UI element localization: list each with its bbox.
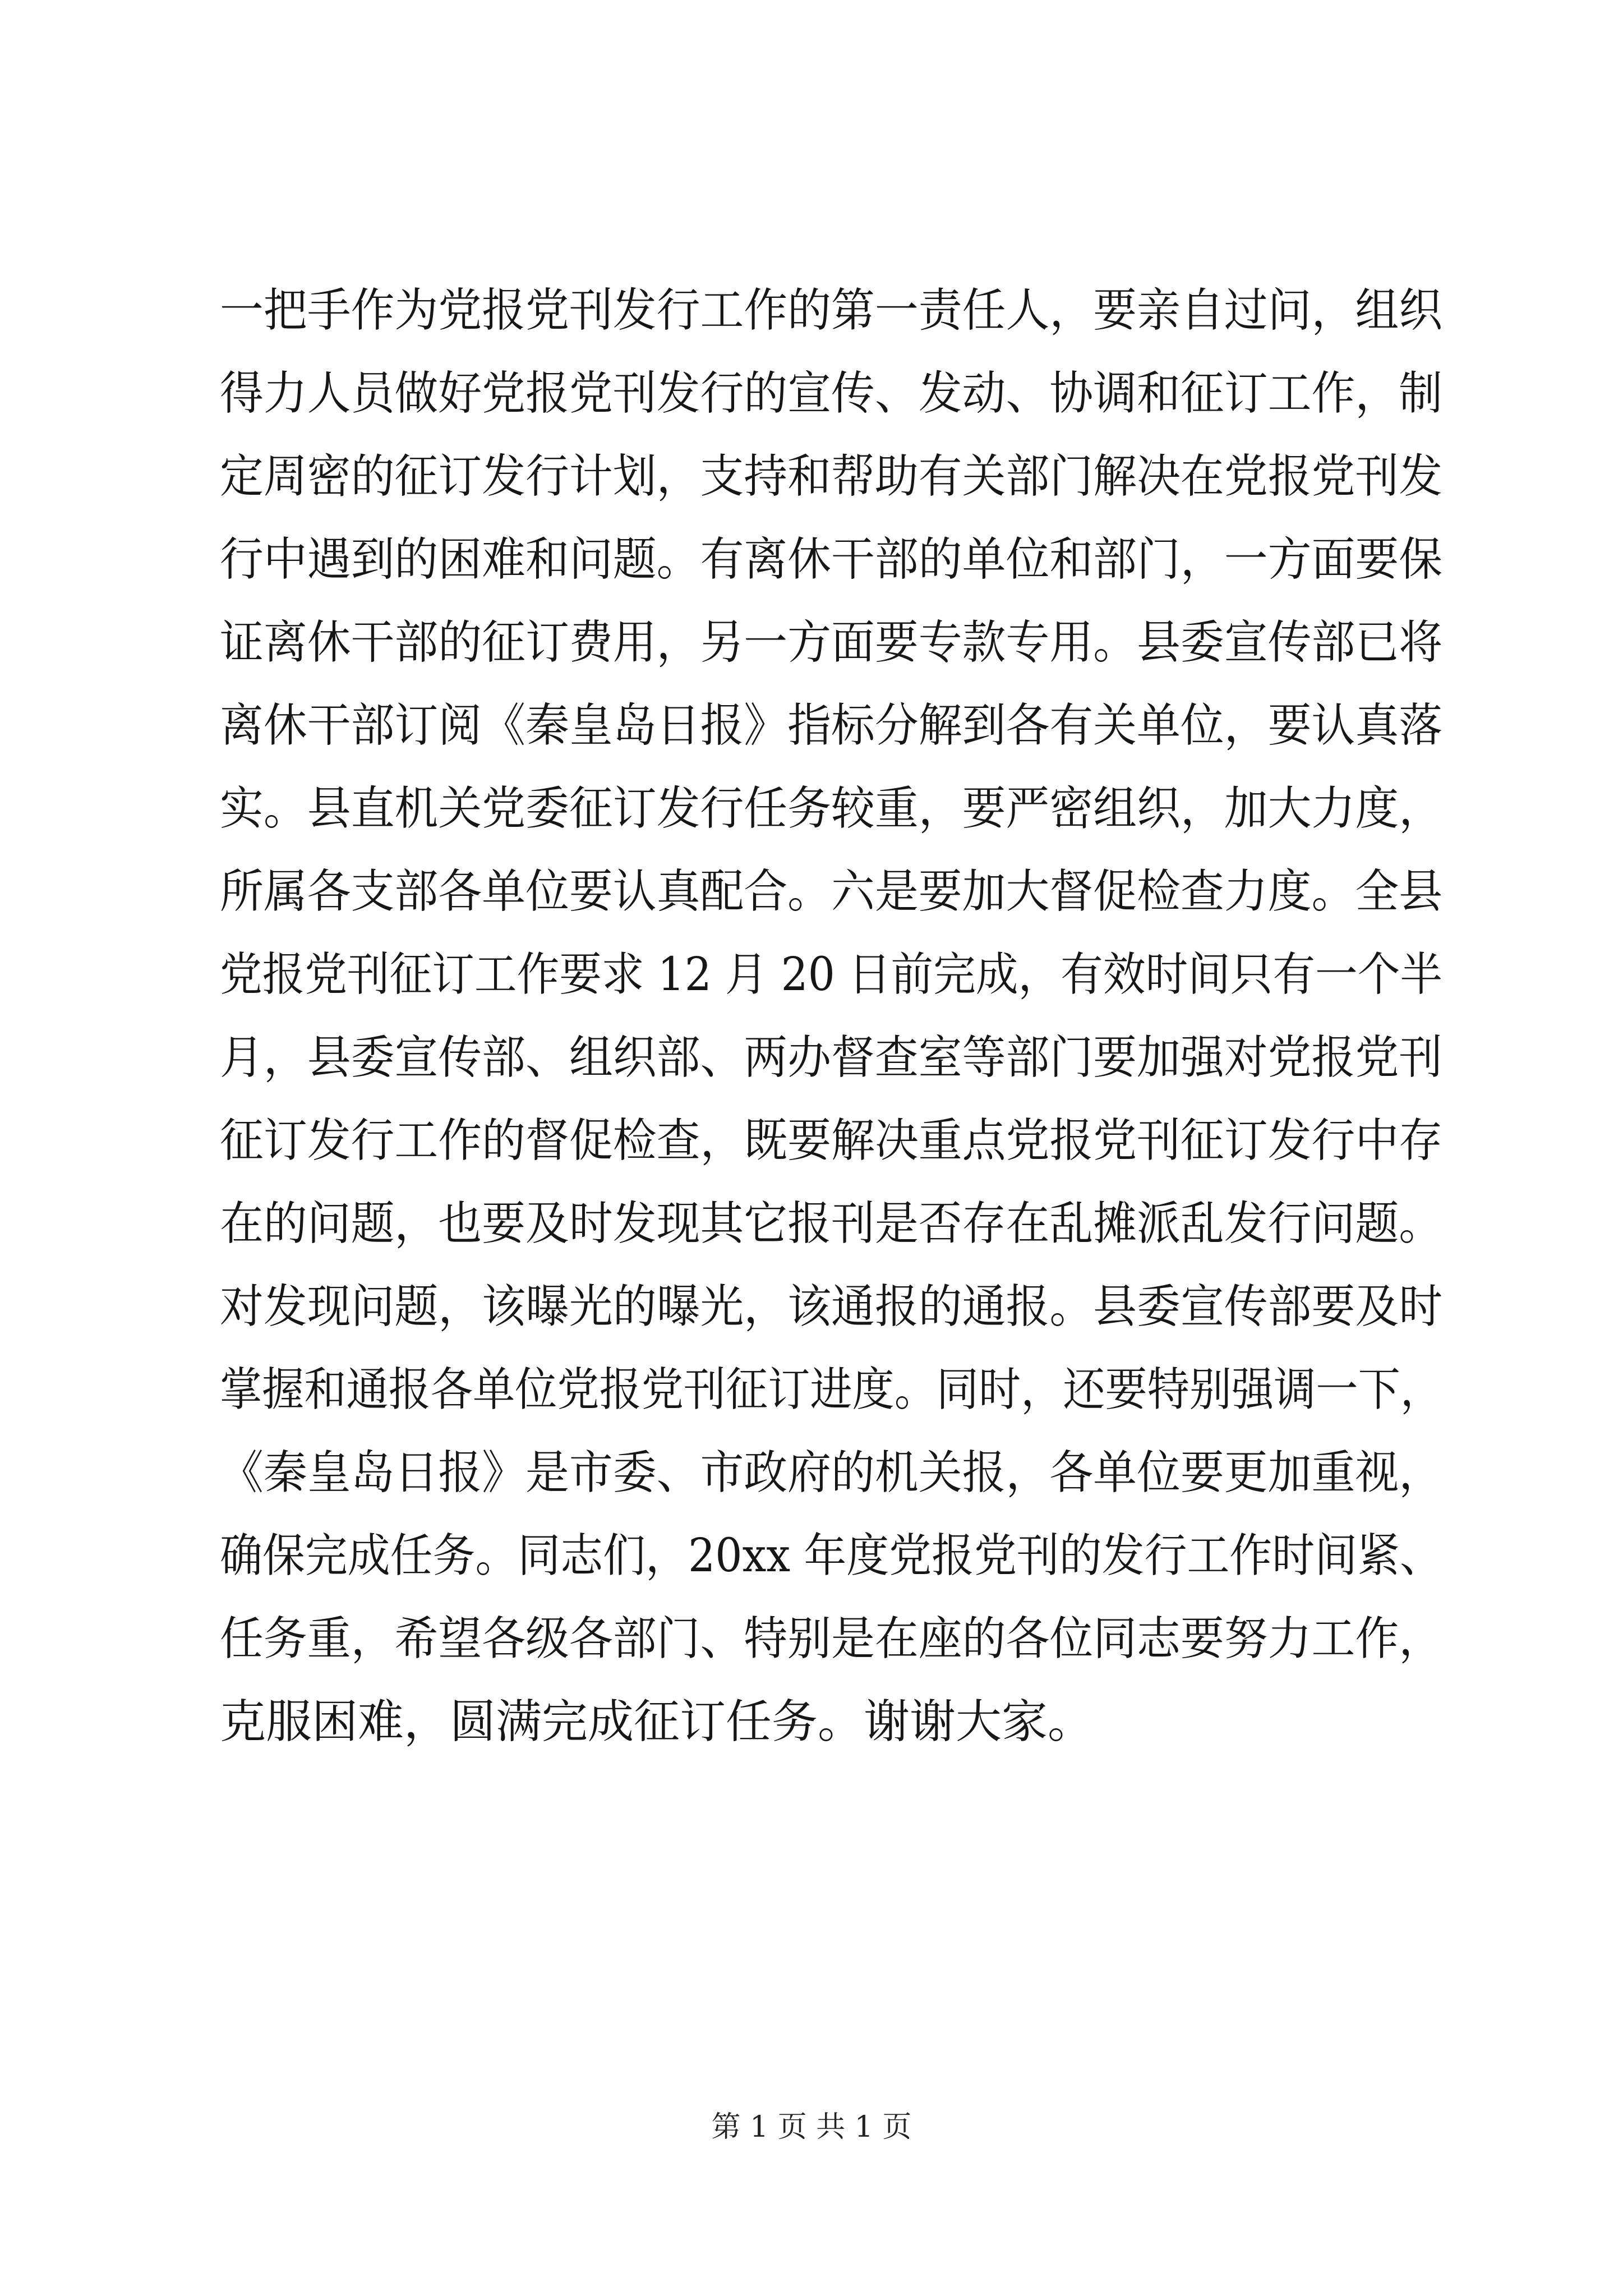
body-text xyxy=(220,269,1442,1764)
text-line: 《秦皇岛日报》是市委、市政府的机关报，各单位要更加重视， xyxy=(220,1446,1443,1499)
text-line: 行中遇到的困难和问题。有离休干部的单位和部门，一方面要保 xyxy=(220,533,1443,586)
text-line: 实。县直机关党委征订发行任务较重，要严密组织，加大力度， xyxy=(220,782,1443,835)
text-line: 月，县委宣传部、组织部、两办督查室等部门要加强对党报党刊 xyxy=(220,1031,1443,1084)
text-line: 征订发行工作的督促检查，既要解决重点党报党刊征订发行中存 xyxy=(220,1114,1443,1167)
text-line: 确保完成任务。同志们，20xx 年度党报党刊的发行工作时间紧、 xyxy=(220,1529,1442,1582)
text-line: 所属各支部各单位要认真配合。六是要加大督促检查力度。全县 xyxy=(220,865,1443,918)
text-line: 在的问题，也要及时发现其它报刊是否存在乱摊派乱发行问题。 xyxy=(220,1197,1443,1250)
text-line: 证离休干部的征订费用，另一方面要专款专用。县委宣传部已将 xyxy=(220,616,1443,669)
text-line: 掌握和通报各单位党报党刊征订进度。同时，还要特别强调一下， xyxy=(220,1363,1442,1416)
text-line: 得力人员做好党报党刊发行的宣传、发动、协调和征订工作，制 xyxy=(220,367,1443,420)
text-line: 对发现问题，该曝光的曝光，该通报的通报。县委宣传部要及时 xyxy=(220,1280,1443,1333)
text-line: 定周密的征订发行计划，支持和帮助有关部门解决在党报党刊发 xyxy=(220,450,1443,503)
text-line: 一把手作为党报党刊发行工作的第一责任人，要亲自过问，组织 xyxy=(220,284,1443,337)
text-line: 离休干部订阅《秦皇岛日报》指标分解到各有关单位，要认真落 xyxy=(220,699,1443,752)
text-line: 克服困难，圆满完成征订任务。谢谢大家。 xyxy=(220,1695,1094,1749)
text-line: 任务重，希望各级各部门、特别是在座的各位同志要努力工作， xyxy=(220,1612,1443,1665)
page-number-footer: 第 1 页 共 1 页 xyxy=(711,2110,912,2144)
text-line: 党报党刊征订工作要求 12 月 20 日前完成，有效时间只有一个半 xyxy=(220,948,1443,1001)
